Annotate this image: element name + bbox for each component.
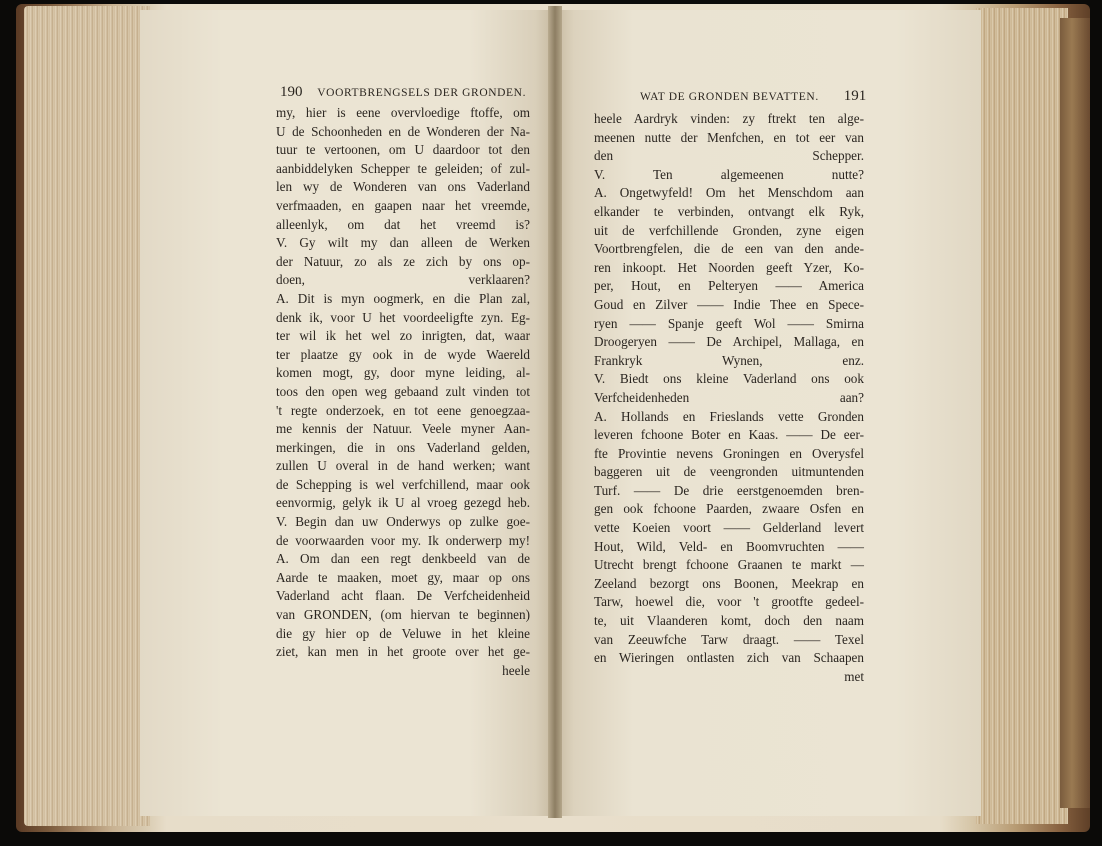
text-line: Droogeryen —— De Archipel, Mallaga, en	[594, 334, 864, 350]
text-line: alleenlyk, om dat het vreemd is?	[276, 216, 530, 232]
right-page-text	[594, 110, 864, 686]
text-line: per, Hout, en Pelteryen —— America	[594, 278, 864, 294]
text-line: Voortbrengfelen, die de een van den ande-	[594, 241, 864, 257]
text-line: heele	[502, 662, 530, 678]
text-line: meenen nutte der Menfchen, en tot eer van	[594, 129, 864, 145]
left-running-head-title: VOORTBRENGSELS DER GRONDEN.	[317, 87, 527, 99]
text-line: me kennis der Natuur. Veele myner Aan-	[276, 421, 530, 437]
text-line: Verfcheidenheden aan?	[594, 389, 864, 405]
text-line: Utrecht brengt fchoone Graanen te markt —	[594, 557, 864, 573]
text-line: ter plaatze gy ook in de wyde Waereld	[276, 346, 530, 362]
text-line: leveren fchoone Boter en Kaas. —— De eer-	[594, 427, 864, 443]
text-line: Goud en Zilver —— Indie Thee en Specе-	[594, 296, 864, 312]
text-line: eenvormig, gelyk ik U al vroeg gezegd heb.	[276, 495, 530, 511]
text-line: A. Ongetwyfeld! Om het Menschdom aan	[594, 185, 864, 201]
left-page-text	[276, 104, 530, 680]
page-edges-right	[976, 8, 1068, 824]
text-line: komen mogt, gy, door myne leiding, al-	[276, 365, 530, 381]
text-line: baggeren uit de veengronden uitmuntenden	[594, 464, 864, 480]
text-line: U de Schoonheden en de Wonderen der Na-	[276, 123, 530, 139]
text-line: Turf. —— De drie eerstgenoemden bren-	[594, 482, 864, 498]
text-line: en Wieringen ontlasten zich van Schaapen	[594, 650, 864, 666]
text-line: V. Gy wilt my dan alleen de Werken	[276, 235, 530, 251]
text-line: van Zeeuwfche Tarw draagt. —— Texel	[594, 631, 864, 647]
text-line: ziet, kan men in het groote over het ge-	[276, 644, 530, 660]
left-running-head	[280, 84, 526, 101]
text-line: heele Aardryk vinden: zy ftrekt ten alge-	[594, 111, 864, 126]
right-running-head-title: WAT DE GRONDEN BEVATTEN.	[640, 91, 819, 103]
text-line: fte Provintie nevens Groningen en Overysfel	[594, 445, 864, 461]
text-line: tuur te vertoonen, om U daardoor tot den	[276, 142, 530, 158]
right-running-head	[640, 88, 866, 105]
text-line: Aarde te maaken, moet gy, maar op ons	[276, 569, 530, 585]
text-line: de voorwaarden voor my. Ik onderwerp my!	[276, 532, 530, 548]
book-gutter	[548, 6, 562, 818]
text-line: A. Dit is myn oogmerk, en die Plan zal,	[276, 290, 530, 306]
text-line: len wy de Wonderen van ons Vaderland	[276, 179, 530, 195]
cover-edge-right	[1060, 18, 1090, 808]
left-page-number: 190	[280, 84, 303, 100]
text-line: ter wil ik het wel zo inrigten, dat, waar	[276, 328, 530, 344]
page-edges-left	[24, 6, 150, 826]
text-line: te, uit Vlaanderen komt, doch den naam	[594, 613, 864, 629]
text-line: V. Biedt ons kleine Vaderland ons ook	[594, 371, 864, 387]
text-line: V. Ten algemeenen nutte?	[594, 166, 864, 182]
text-line: toos den open weg gebaand zult vinden tot	[276, 383, 530, 399]
text-line: A. Om dan een regt denkbeeld van de	[276, 551, 530, 567]
text-line: Frankryk Wynen, enz.	[594, 352, 864, 368]
right-page-number: 191	[843, 88, 867, 104]
text-line: elkander te verbinden, ontvangt elk Ryk,	[594, 203, 864, 219]
text-line: den Schepper.	[594, 148, 864, 164]
text-line: zullen U overal in de hand werken; want	[276, 458, 530, 474]
text-line: V. Begin dan uw Onderwys op zulke goe-	[276, 514, 530, 530]
text-line: van GRONDEN, (om hiervan te beginnen)	[276, 607, 530, 623]
text-line: ryen —— Spanje geeft Wol —— Smirna	[594, 315, 864, 331]
text-line: die gy hier op de Veluwe in het kleine	[276, 625, 530, 641]
text-line: 't regte onderzoek, en tot eene genoegzaa-	[276, 402, 530, 418]
text-line: de Schepping is wel verfchillend, maar ook	[276, 476, 530, 492]
text-line: ren inkoopt. Het Noorden geeft Yzer, Ko-	[594, 259, 864, 275]
text-line: verfmaaden, en gaapen naar het vreemde,	[276, 197, 530, 213]
text-line: doen, verklaaren?	[276, 272, 530, 288]
text-line: uit de verfchillende Gronden, zyne eigen	[594, 222, 864, 238]
text-line: my, hier is eene overvloedige ftoffe, om	[276, 105, 530, 120]
text-line: der Natuur, zo als ze zich by ons op-	[276, 253, 530, 269]
text-line: denk ik, voor U het voordeeligfte zyn. Eg-	[276, 309, 530, 325]
text-line: merkingen, die in ons Vaderland gelden,	[276, 439, 530, 455]
text-line: met	[844, 668, 864, 684]
text-line: Vaderland acht flaan. De Verfcheidenheid	[276, 588, 530, 604]
text-line: vette Koeien voort —— Gelderland levert	[594, 520, 864, 536]
text-line: Tarw, hoewel die, voor 't grootfte gedeel-	[594, 594, 864, 610]
text-line: Zeeland bezorgt ons Boonen, Meekrap en	[594, 575, 864, 591]
text-line: aanbiddelyken Schepper te geleiden; of zul-	[276, 160, 530, 176]
text-line: A. Hollands en Frieslands vette Gronden	[594, 408, 864, 424]
text-line: Hout, Wild, Veld- en Boomvruchten ——	[594, 538, 864, 554]
text-line: gen ook fchoone Paarden, zwaare Osfen en	[594, 501, 864, 517]
